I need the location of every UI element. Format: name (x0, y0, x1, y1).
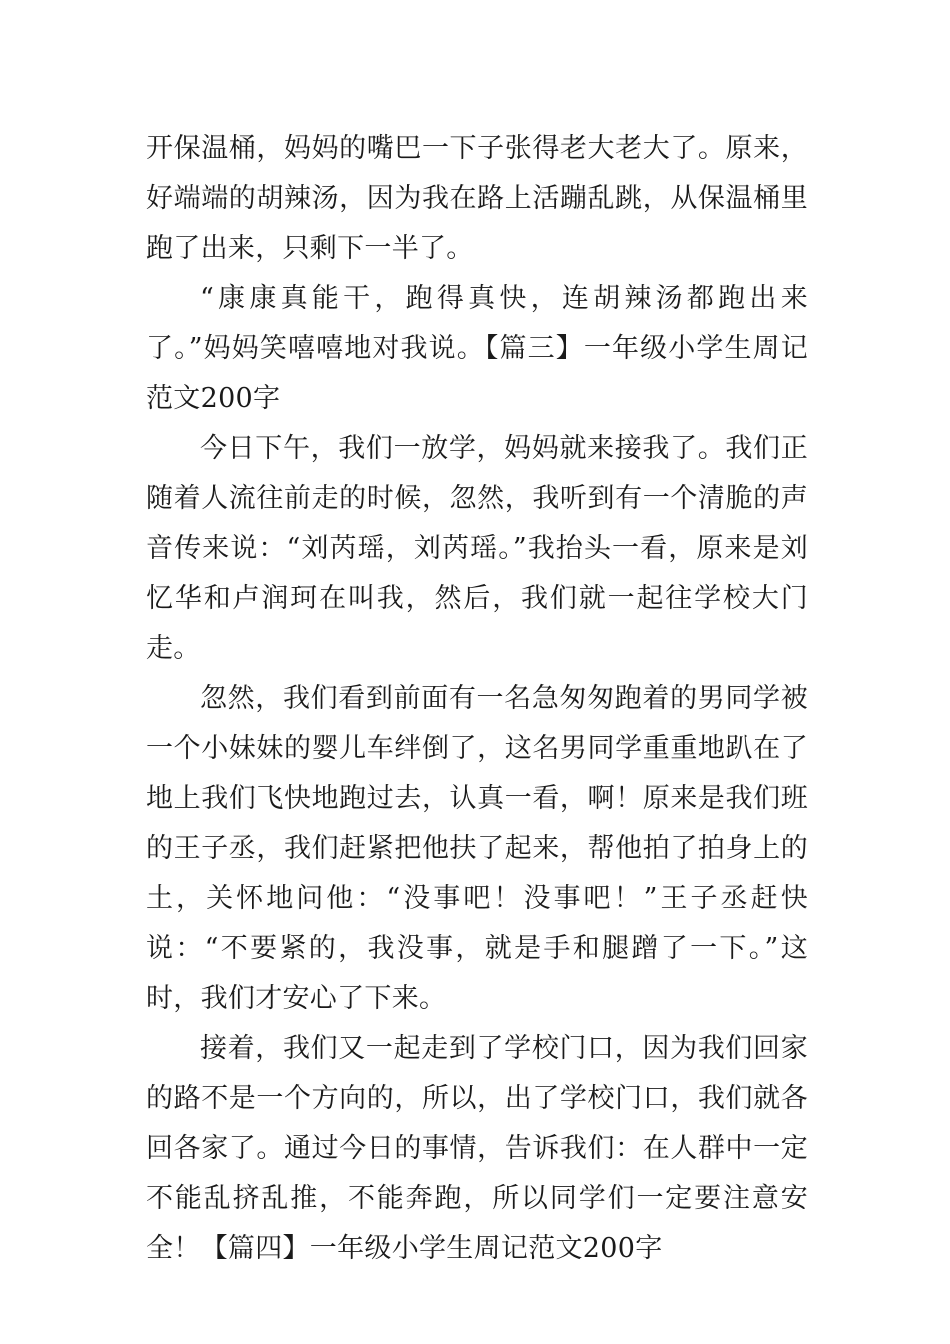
paragraph-4: 忽然，我们看到前面有一名急匆匆跑着的男同学被一个小妹妹的婴儿车绊倒了，这名男同学重重地趴在了地上我们飞快地跑过去，认真一看，啊！原来是我们班的王子丞，我们赶紧把他扶了起来，帮他拍了拍身上的土，关怀地问他：“没事吧！没事吧！”王子丞赶快说：“不要紧的，我没事，就是手和腿蹭了一下。”这时，我们才安心了下来。 (146, 683, 808, 1014)
paragraph-2: “康康真能干，跑得真快，连胡辣汤都跑出来了。”妈妈笑嘻嘻地对我说。【篇三】一年级小学生周记范文200字 (146, 283, 808, 414)
paragraph-3: 今日下午，我们一放学，妈妈就来接我了。我们正随着人流往前走的时候，忽然，我听到有一个清脆的声音传来说：“刘芮瑶，刘芮瑶。”我抬头一看，原来是刘忆华和卢润珂在叫我，然后，我们就一起往学校大门走。 (146, 433, 808, 664)
paragraph-5: 接着，我们又一起走到了学校门口，因为我们回家的路不是一个方向的，所以，出了学校门口，我们就各回各家了。通过今日的事情，告诉我们：在人群中一定不能乱挤乱推，不能奔跑，所以同学们一定要注意安全！【篇四】一年级小学生周记范文200字 (146, 1033, 808, 1264)
paragraph-1: 开保温桶，妈妈的嘴巴一下子张得老大老大了。原来，好端端的胡辣汤，因为我在路上活蹦乱跳，从保温桶里跑了出来，只剩下一半了。 (146, 133, 808, 264)
document-body (146, 124, 808, 1274)
